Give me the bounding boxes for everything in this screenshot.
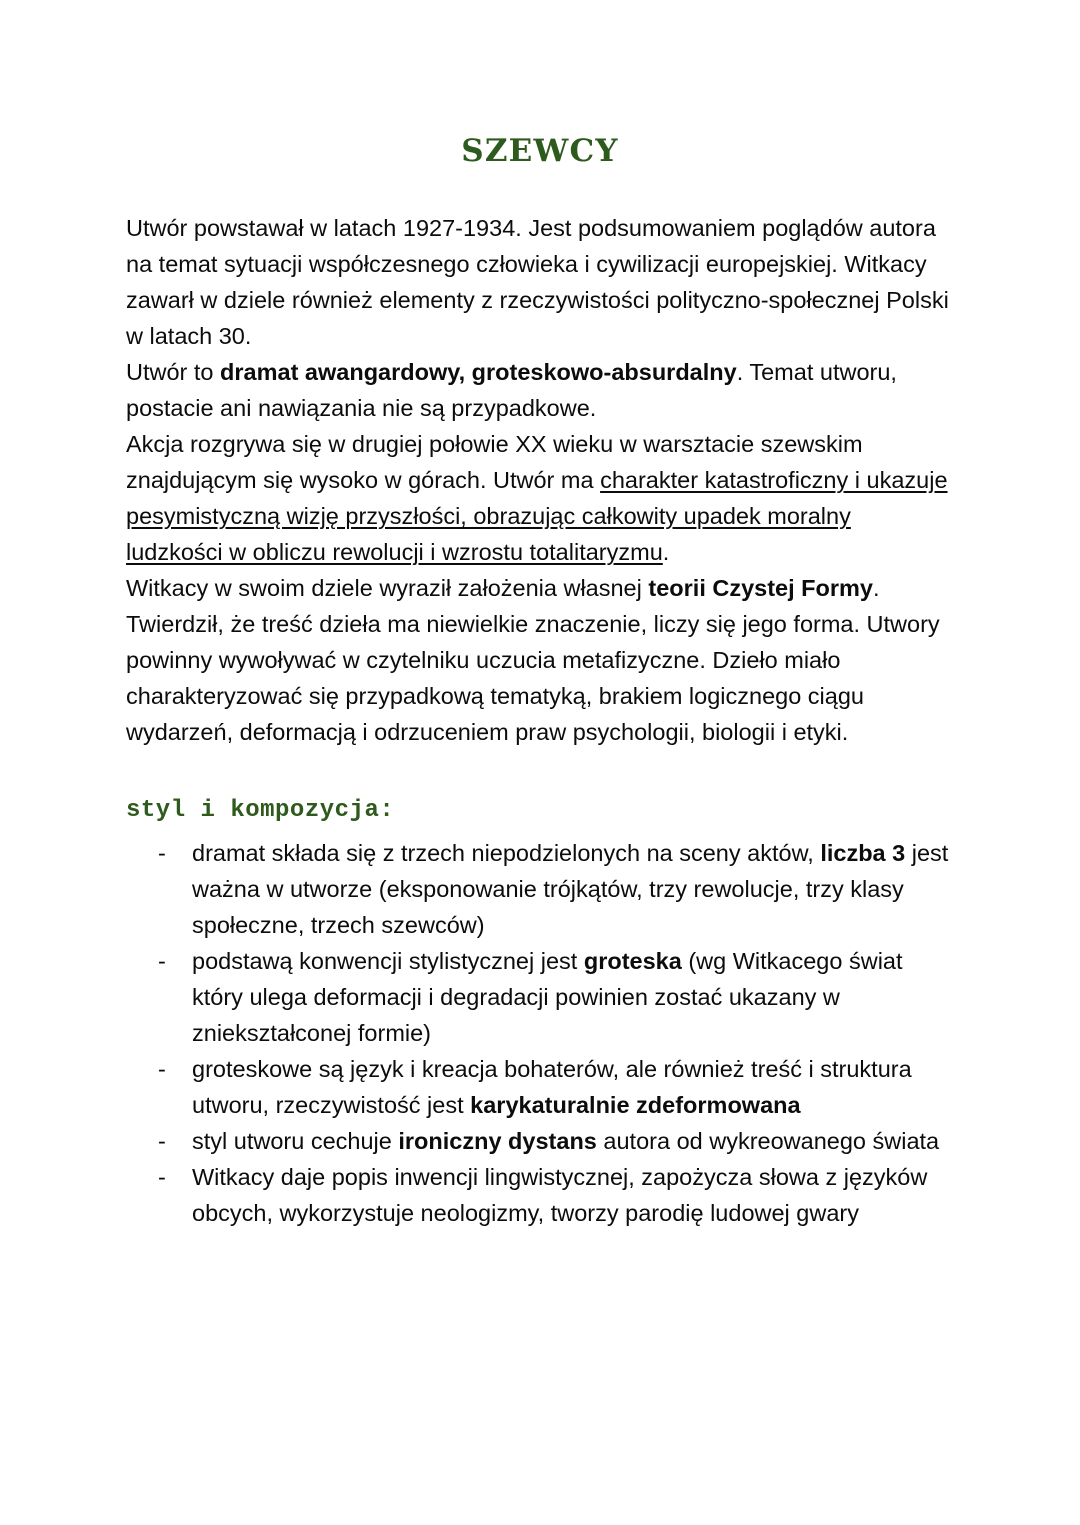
paragraph-setting-tail: . [662, 539, 670, 566]
paragraph-setting-lead: Akcja rozgrywa się w drugiej połowie XX wieku w warsztacie szewskim znajdującym się wysoko w górach. Utwór ma [126, 431, 863, 494]
bullet-dash-icon: - [158, 1056, 166, 1083]
list-item-bold: karykaturalnie zdeformowana [470, 1092, 801, 1119]
section-heading-style-composition: styl i kompozycja: [126, 797, 395, 825]
paragraph-pure-form-bold: teorii Czystej Formy [648, 575, 874, 602]
bullet-dash-icon: - [158, 1164, 166, 1191]
list-item-tail: autora od wykreowanego świata [596, 1128, 940, 1155]
list-item-lead: styl utworu cechuje [192, 1128, 399, 1155]
list-item-lead: dramat składa się z trzech niepodzielonych na sceny aktów, [192, 840, 821, 867]
list-item [126, 835, 954, 943]
paragraph-genre [126, 354, 954, 426]
list-item-tail: jest ważna w utworze (eksponowanie trójkątów, trzy rewolucje, trzy klasy społeczne, trzech szewców) [192, 840, 949, 939]
text-column [126, 0, 954, 1231]
bullet-dash-icon: - [158, 948, 166, 975]
list-item-bold: liczba 3 [820, 840, 906, 867]
list-item [126, 1159, 954, 1231]
list-item [126, 1051, 954, 1123]
list-item-bold: groteska [583, 948, 682, 975]
page-title: SZEWCY [461, 133, 619, 169]
bullet-dash-icon: - [158, 1128, 166, 1155]
style-composition-list [126, 835, 954, 1231]
list-item-lead: podstawą konwencji stylistycznej jest [192, 948, 584, 975]
list-item [126, 943, 954, 1051]
list-item-bold: ironiczny dystans [398, 1128, 597, 1155]
paragraph-pure-form-lead: Witkacy w swoim dziele wyraził założenia własnej [126, 575, 649, 602]
list-item [126, 1123, 954, 1159]
body-text [126, 210, 954, 750]
list-item-lead: Witkacy daje popis inwencji lingwistycznej, zapożycza słowa z języków obcych, wykorzystuje neologizmy, tworzy parodię ludowej gwary [192, 1164, 928, 1227]
paragraph-setting [126, 426, 954, 570]
list-item-tail: (wg Witkacego świat który ulega deformacji i degradacji powinien zostać ukazany w zniekształconej formie) [192, 948, 903, 1047]
paragraph-genre-tail: . Temat utworu, postacie ani nawiązania nie są przypadkowe. [126, 359, 897, 422]
paragraph-origin-text: Utwór powstawał w latach 1927-1934. Jest podsumowaniem poglądów autora na temat sytuacji współczesnego człowieka i cywilizacji europejskiej. Witkacy zawarł w dziele również elementy z rzeczywistości polityczno-społecznej Polski w latach 30. [126, 215, 949, 350]
paragraph-pure-form-tail: . Twierdził, że treść dzieła ma niewielkie znaczenie, liczy się jego forma. Utwory powinny wywoływać w czytelniku uczucia metafizyczne. Dzieło miało charakteryzować się przypadkową tematyką, brakiem logicznego ciągu wydarzeń, deformacją i odrzuceniem praw psychologii, biologii i etyki. [126, 575, 940, 746]
paragraph-genre-bold: dramat awangardowy, groteskowo-absurdalny [220, 359, 737, 386]
bullet-dash-icon: - [158, 840, 166, 867]
paragraph-genre-lead: Utwór to [126, 359, 221, 386]
paragraph-pure-form [126, 570, 954, 750]
list-item-lead: groteskowe są język i kreacja bohaterów, ale również treść i struktura utworu, rzeczywistość jest [192, 1056, 912, 1119]
paragraph-origin [126, 210, 954, 354]
paragraph-setting-underlined: charakter katastroficzny i ukazuje pesymistyczną wizję przyszłości, obrazując całkowity upadek moralny ludzkości w obliczu rewolucji i wzrostu totalitaryzmu [126, 467, 948, 566]
